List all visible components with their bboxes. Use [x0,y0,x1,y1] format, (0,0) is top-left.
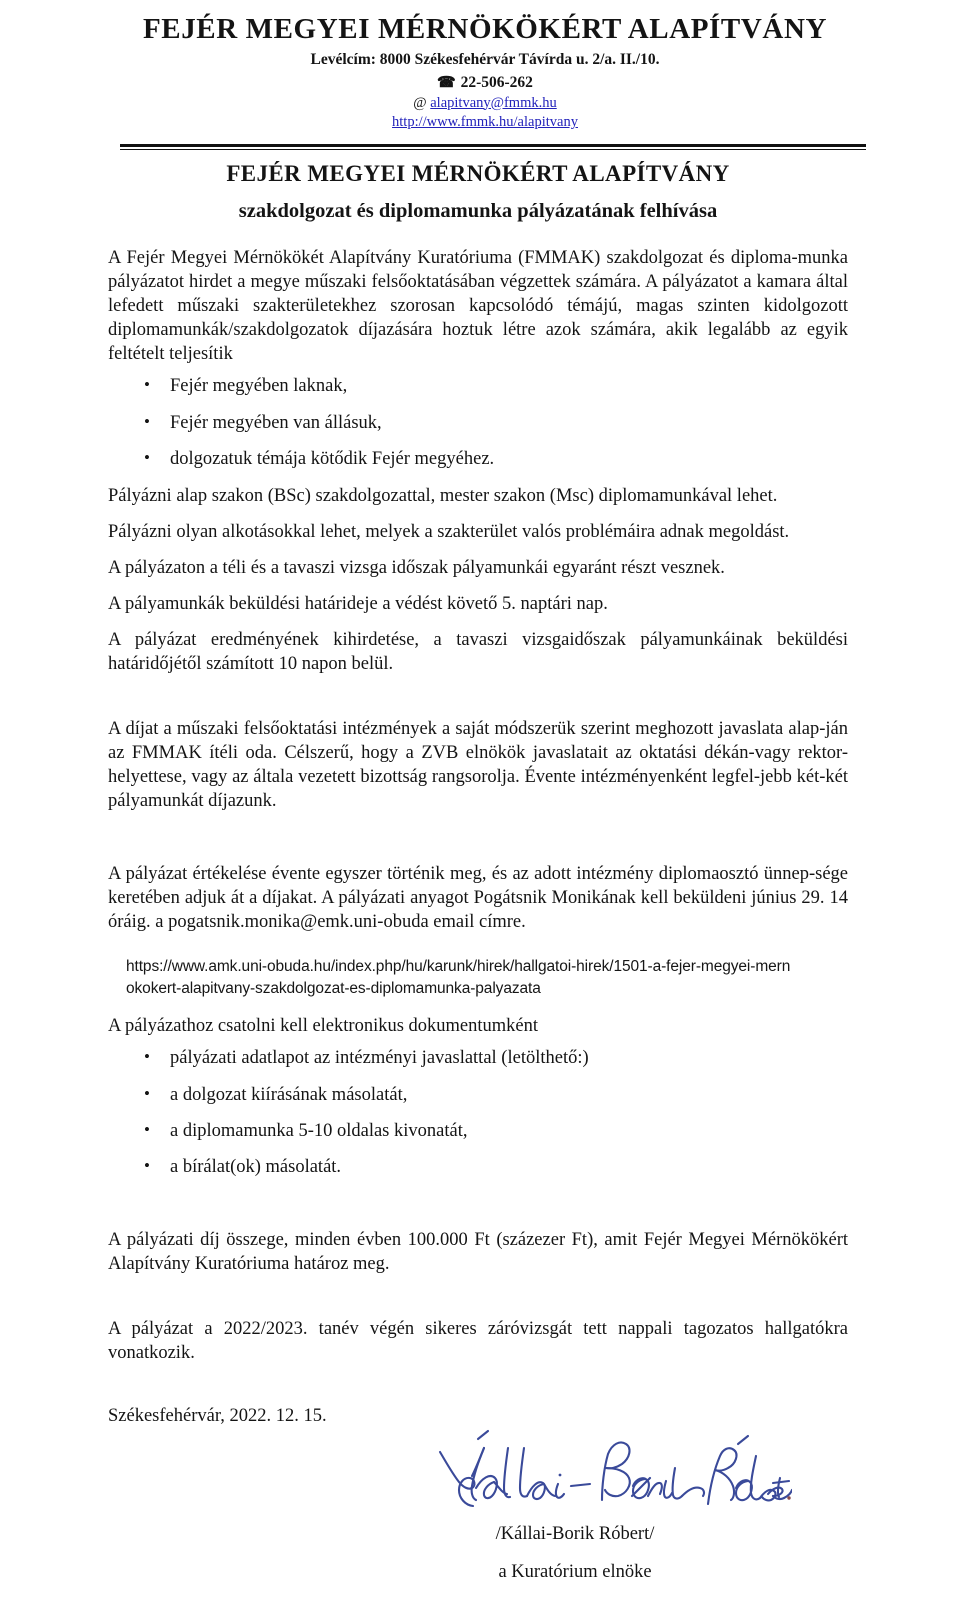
signature-block [0,1426,970,1584]
application-url[interactable] [126,956,848,1000]
paragraph-exam-periods: A pályázaton a téli és a tavaszi vizsga időszak pályamunkái egyaránt részt vesznek. [108,557,725,578]
signatory-name: /Kállai-Borik Róbert/ [495,1524,655,1544]
paragraph-award-decision: A díjat a műszaki felsőoktatási intézmények a saját módszerük szerint meghozott javaslata alap-ján az FMMAK ítéli oda. Célszerű, hogy a ZVB elnökök javaslatait az oktatási dékán-vagy rektor-helyettese, vagy az általa vezetett bizottság rangsorolja. Évente intézményenként legfel-jebb két-két pályamunkát díjazunk. [108,719,848,812]
organization-email-line [0,94,970,112]
spacer [108,1370,848,1406]
page-subtitle: szakdolgozat és diplomamunka pályázatának felhívása [238,199,718,222]
place-and-date: Székesfehérvár, 2022. 12. 15. [108,1406,327,1427]
handwritten-signature-icon [0,1426,970,1516]
divider-thin-line [120,149,866,151]
organization-website-link[interactable]: http://www.fmmk.hu/alapitvany [392,113,578,130]
list-item: • pályázati adatlapot az intézményi javaslattal (letölthető:) [108,1047,848,1070]
organization-phone-line [0,73,970,93]
organization-website-line [0,113,970,131]
document-body [108,160,848,1427]
organization-address: Levélcím: 8000 Székesfehérvár Távírda u. 2/a. II./10. [310,51,660,69]
paragraph-eligibility: A pályázat a 2022/2023. tanév végén sikeres záróvizsgát tett nappali tagozatos hallgatókra vonatkozik. [108,1319,848,1364]
spacer [108,1000,848,1014]
intro-paragraph: A Fejér Megyei Mérnökökét Alapítvány Kuratóriuma (FMMAK) szakdolgozat és diploma-munka pályázatot hirdet a megye műszaki felsőoktatásában végzettek számára. A pályázatot a kamara által lefedett műszaki szakterületekhez szorosan kapcsolódó témájú, magas szinten kidolgozott diplomamunkák/szakdolgozatok díjazására hoztuk létre azok számára, akik legalább az egyik feltételt teljesítik [108,248,848,365]
spacer [108,818,848,862]
attachments-intro: A pályázathoz csatolni kell elektronikus dokumentumként [108,1016,539,1037]
list-item: • Fejér megyében laknak, [108,375,848,398]
criteria-list [108,375,848,470]
telephone-icon: ☎ [437,74,457,91]
spacer [108,1281,848,1317]
paragraph-prize-amount: A pályázati díj összege, minden évben 100.000 Ft (százezer Ft), amit Fejér Megyei Mérnökökért Alapítvány Kuratóriuma határoz meg. [108,1229,848,1274]
list-item: • dolgozatuk témája kötődik Fejér megyéhez. [108,448,848,471]
paragraph-solutions: Pályázni olyan alkotásokkal lehet, melyek a szakterület valós problémáira adnak megoldást. [108,521,790,542]
paragraph-submission: A pályázat értékelése évente egyszer történik meg, és az adott intézmény diplomaosztó ünnep-sége keretében adjuk át a díjakat. A pályázati anyagot Pogátsnik Monikának kell beküldeni június 29. 14 óráig. a pogatsnik.monika@emk.uni-obuda email címre. [108,864,848,933]
header-divider [120,144,866,152]
list-item: • a diplomamunka 5-10 oldalas kivonatát, [108,1120,848,1143]
paragraph-deadline: A pályamunkák beküldési határideje a védést követő 5. naptári nap. [108,593,608,614]
paragraph-bsc-msc: Pályázni alap szakon (BSc) szakdolgozattal, mester szakon (Msc) diplomamunkával lehet. [108,485,778,506]
list-item: • a dolgozat kiírásának másolatát, [108,1084,848,1107]
signatory-role: a Kuratórium elnöke [498,1562,652,1583]
attachments-list [108,1047,848,1179]
at-icon: @ [413,94,427,111]
list-item: • Fejér megyében van állásuk, [108,412,848,435]
spacer [108,681,848,717]
organization-name: FEJÉR MEGYEI MÉRNÖKÖKÉRT ALAPÍTVÁNY [142,13,828,45]
application-url-line-2: okokert-alapitvany-szakdolgozat-es-diplomamunka-palyazata [126,980,541,998]
page-title: FEJÉR MEGYEI MÉRNÖKÉRT ALAPÍTVÁNY [226,161,730,186]
list-item: • a bírálat(ok) másolatát. [108,1156,848,1179]
paragraph-results-announcement: A pályázat eredményének kihirdetése, a tavaszi vizsgaidőszak pályamunkáinak beküldési határidőjétől számított 10 napon belül. [108,629,848,675]
application-url-line-1: https://www.amk.uni-obuda.hu/index.php/hu/karunk/hirek/hallgatoi-hirek/1501-a-fejer-megyei-mern [126,958,791,976]
spacer [108,1192,848,1228]
organization-phone: 22-506-262 [460,73,533,91]
organization-email-link[interactable]: alapitvany@fmmk.hu [430,94,557,111]
letterhead [0,0,970,131]
